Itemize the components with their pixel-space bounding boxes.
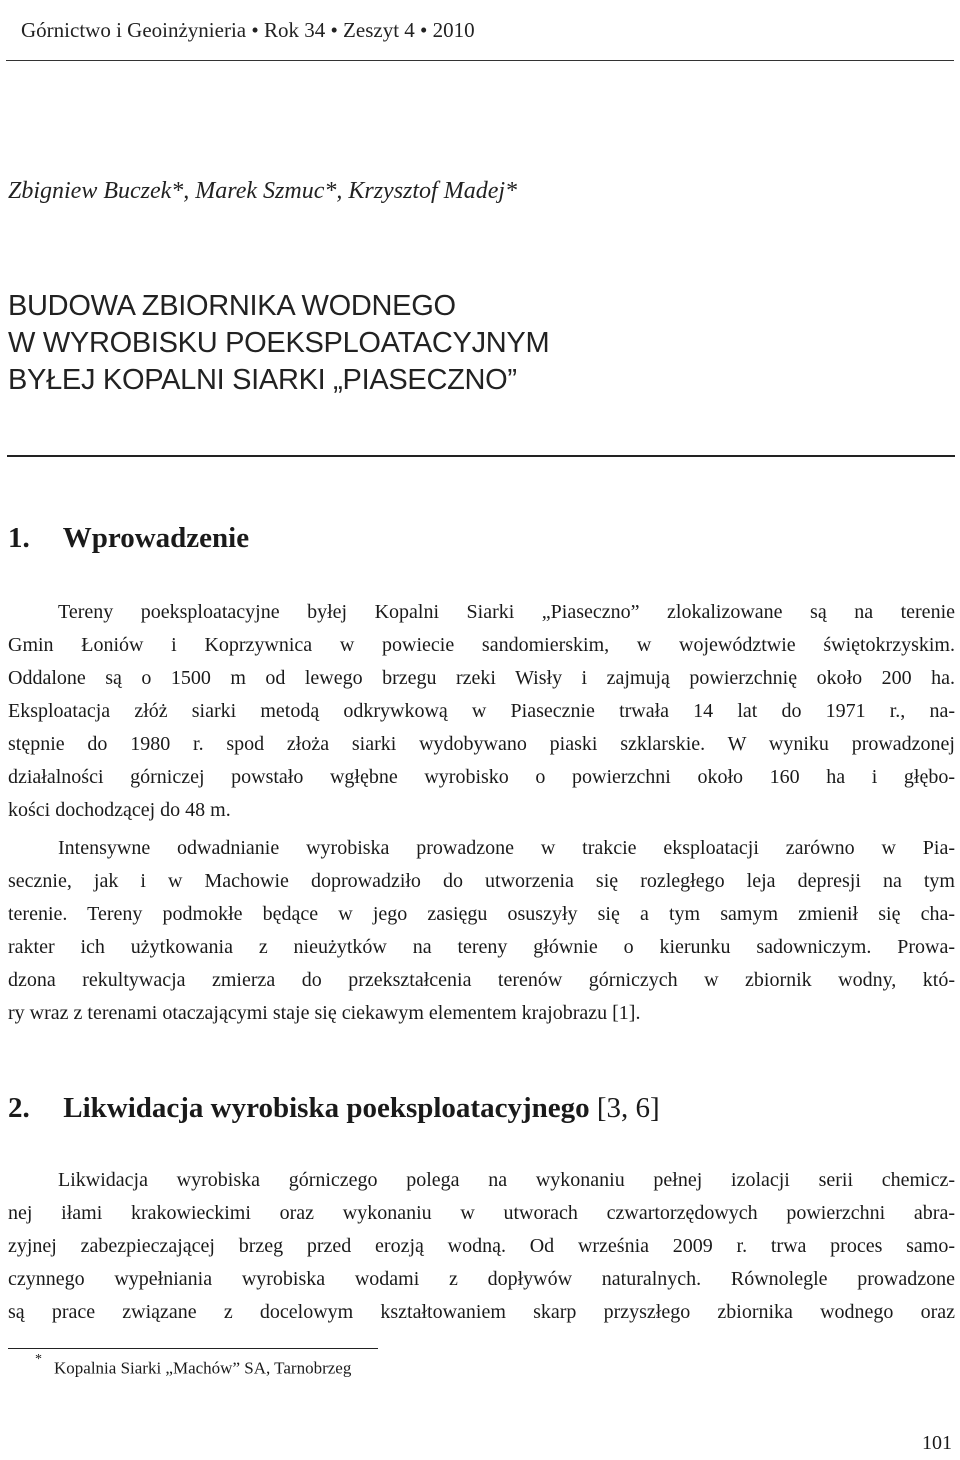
section-title: Wprowadzenie (62, 522, 250, 554)
text-line: ry wraz z terenami otaczającymi staje się ciekawym elementem krajobrazu [1]. (8, 1002, 641, 1024)
text-line: działalności górniczej powstało wgłębne wyrobisko o powierzchni około 160 ha i głębo- (8, 766, 955, 788)
footnote (35, 1352, 352, 1379)
text-line: Tereny poeksploatacyjne byłej Kopalni Siarki „Piaseczno” zlokalizowane są na terenie (58, 601, 955, 623)
text-line: dzona rekultywacja zmierza do przekształcenia terenów górniczych w zbiornik wodny, któ- (8, 969, 955, 991)
footnote-divider (8, 1348, 378, 1349)
text-line: są prace związane z docelowym kształtowaniem skarp przyszłego zbiornika wodnego oraz (8, 1301, 955, 1323)
text-line: nej iłami krakowieckimi oraz wykonaniu w utworach czwartorzędowych powierzchni abra- (8, 1202, 955, 1224)
section-1-heading (8, 522, 249, 555)
text-line: terenie. Tereny podmokłe będące w jego zasięgu osuszyły się a tym samym zmienił się cha- (8, 903, 955, 925)
citation-ref: [3, 6] (596, 1092, 660, 1124)
text-line: Intensywne odwadnianie wyrobiska prowadzone w trakcie eksploatacji zarówno w Pia- (58, 837, 955, 859)
section-title: Likwidacja wyrobiska poeksploatacyjnego (63, 1092, 590, 1124)
section-2-paragraph-1 (8, 1164, 955, 1329)
text-line: secznie, jak i w Machowie doprowadziło do utworzenia się rozległego leja depresji na tym (8, 870, 955, 892)
text-line: zyjnej zabezpieczającej brzeg przed erozją wodną. Od września 2009 r. trwa proces samo- (8, 1235, 955, 1257)
authors: Zbigniew Buczek*, Marek Szmuc*, Krzysztof Madej* (8, 178, 518, 204)
section-2-heading (8, 1092, 660, 1125)
text-line: Eksploatacja złóż siarki metodą odkrywkową w Piasecznie trwała 14 lat do 1971 r., na- (8, 700, 955, 722)
title-divider (7, 455, 955, 457)
text-line: stępnie do 1980 r. spod złoża siarki wydobywano piaski szklarskie. W wyniku prowadzonej (8, 733, 955, 755)
title-line: W WYROBISKU POEKSPLOATACYJNYM (8, 327, 550, 359)
journal-info: Górnictwo i Geoinżynieria • Rok 34 • Zeszyt 4 • 2010 (21, 18, 475, 42)
text-line: Gmin Łoniów i Koprzywnica w powiecie sandomierskim, w województwie świętokrzyskim. (8, 634, 955, 656)
page-number: 101 (922, 1432, 952, 1454)
footnote-mark: * (35, 1352, 42, 1367)
article-title (8, 288, 549, 399)
title-line: BYŁEJ KOPALNI SIARKI „PIASECZNO” (8, 364, 517, 396)
text-line: czynnego wypełniania wyrobiska wodami z dopływów naturalnych. Równolegle prowadzone (8, 1268, 955, 1290)
section-1-paragraph-2 (8, 832, 955, 1030)
section-number: 2. (8, 1092, 30, 1124)
text-line: kości dochodzącej do 48 m. (8, 799, 231, 821)
footnote-text: Kopalnia Siarki „Machów” SA, Tarnobrzeg (54, 1358, 352, 1378)
text-line: Likwidacja wyrobiska górniczego polega na wykonaniu pełnej izolacji serii chemicz- (58, 1169, 955, 1191)
title-line: BUDOWA ZBIORNIKA WODNEGO (8, 290, 456, 322)
running-header (6, 2, 954, 61)
text-line: rakter ich użytkowania z nieużytków na tereny głównie o kierunku sadowniczym. Prowa- (8, 936, 955, 958)
section-1-paragraph-1 (8, 596, 955, 827)
text-line: Oddalone są o 1500 m od lewego brzegu rzeki Wisły i zajmują powierzchnię około 200 ha. (8, 667, 955, 689)
section-number: 1. (8, 522, 30, 554)
